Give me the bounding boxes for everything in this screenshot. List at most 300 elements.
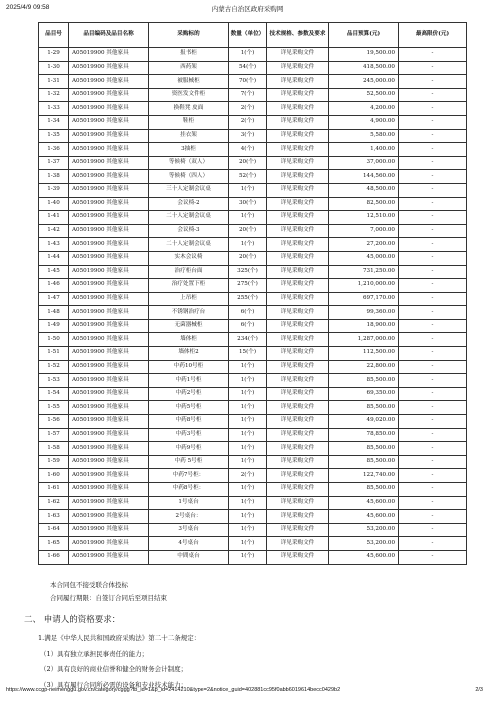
table-cell: 详见采购文件 <box>267 537 329 551</box>
table-cell: 详见采购文件 <box>267 374 329 388</box>
table-cell: - <box>399 61 467 75</box>
table-cell: 详见采购文件 <box>267 279 329 293</box>
table-cell: 1(个) <box>229 238 267 252</box>
table-row <box>39 238 467 252</box>
table-cell: A05019900 其他家具 <box>69 483 149 497</box>
table-cell: 详见采购文件 <box>267 143 329 157</box>
table-cell: 1-62 <box>39 496 69 510</box>
table-cell: 西药架 <box>149 61 229 75</box>
table-cell: 1-31 <box>39 75 69 89</box>
table-row <box>39 401 467 415</box>
table-cell: A05019900 其他家具 <box>69 156 149 170</box>
table-cell: A05019900 其他家具 <box>69 347 149 361</box>
table-cell: 5,580.00 <box>329 129 399 143</box>
table-cell: 1-35 <box>39 129 69 143</box>
table-row <box>39 48 467 62</box>
col-header: 采购标的 <box>149 23 229 48</box>
table-cell: - <box>399 401 467 415</box>
table-cell: 2号桌台： <box>149 510 229 524</box>
table-cell: 19,500.00 <box>329 48 399 62</box>
table-cell: 详见采购文件 <box>267 428 329 442</box>
table-cell: - <box>399 102 467 116</box>
table-row <box>39 347 467 361</box>
table-cell: A05019900 其他家具 <box>69 537 149 551</box>
table-cell: 78,850.00 <box>329 428 399 442</box>
table-cell: 85,500.00 <box>329 401 399 415</box>
table-cell: 3抽柜 <box>149 143 229 157</box>
table-cell: - <box>399 523 467 537</box>
table-cell: 1-47 <box>39 292 69 306</box>
table-cell: 1-44 <box>39 251 69 265</box>
table-row <box>39 306 467 320</box>
table-cell: 中药9号柜 <box>149 442 229 456</box>
table-cell: 1(个) <box>229 48 267 62</box>
table-cell: 4,900.00 <box>329 115 399 129</box>
table-cell: 不锈钢治疗台 <box>149 306 229 320</box>
table-cell: 52(个) <box>229 170 267 184</box>
table-row <box>39 333 467 347</box>
table-cell: 3号桌台 <box>149 523 229 537</box>
table-cell: 详见采购文件 <box>267 306 329 320</box>
table-cell: - <box>399 510 467 524</box>
table-cell: 详见采购文件 <box>267 251 329 265</box>
table-cell: 实木会议椅 <box>149 251 229 265</box>
note-line: 本合同包不接受联合体投标 <box>50 581 128 589</box>
table-cell: 详见采购文件 <box>267 115 329 129</box>
table-cell: - <box>399 428 467 442</box>
table-cell: A05019900 其他家具 <box>69 102 149 116</box>
table-row <box>39 469 467 483</box>
print-header <box>0 3 495 15</box>
table-cell: 中药7号柜： <box>149 469 229 483</box>
table-cell: 85,500.00 <box>329 442 399 456</box>
table-cell: 1号桌台 <box>149 496 229 510</box>
table-cell: 15(个) <box>229 347 267 361</box>
table-cell: - <box>399 347 467 361</box>
table-cell: 1,210,000.00 <box>329 279 399 293</box>
table-row <box>39 102 467 116</box>
table-cell: 18,900.00 <box>329 319 399 333</box>
table-cell: - <box>399 415 467 429</box>
table-cell: - <box>399 360 467 374</box>
table-cell: 中药 5号柜 <box>149 455 229 469</box>
table-cell: A05019900 其他家具 <box>69 428 149 442</box>
table-cell: 1-49 <box>39 319 69 333</box>
table-cell: 详见采购文件 <box>267 265 329 279</box>
table-cell: 1-41 <box>39 211 69 225</box>
table-cell: 27,200.00 <box>329 238 399 252</box>
table-cell: 1(个) <box>229 442 267 456</box>
table-row <box>39 265 467 279</box>
table-cell: A05019900 其他家具 <box>69 224 149 238</box>
table-cell: 中药8号柜 <box>149 415 229 429</box>
table-cell: 1-52 <box>39 360 69 374</box>
table-cell: 详见采购文件 <box>267 469 329 483</box>
table-cell: 换鞋凳 皮面 <box>149 102 229 116</box>
requirement-item: 1.满足《中华人民共和国政府采购法》第二十二条规定： <box>38 634 201 642</box>
table-cell: 等候椅（双人） <box>149 156 229 170</box>
table-cell: 325(个) <box>229 265 267 279</box>
table-cell: 无菌器械柜 <box>149 319 229 333</box>
table-cell: - <box>399 279 467 293</box>
table-cell: 1(个) <box>229 387 267 401</box>
table-cell: 被服械柜 <box>149 75 229 89</box>
table-cell: 37,000.00 <box>329 156 399 170</box>
table-cell: 详见采购文件 <box>267 224 329 238</box>
table-cell: - <box>399 238 467 252</box>
table-cell: 49,020.00 <box>329 415 399 429</box>
table-row <box>39 483 467 497</box>
table-cell: 中药1号柜 <box>149 374 229 388</box>
table-cell: A05019900 其他家具 <box>69 401 149 415</box>
table-cell: 详见采购文件 <box>267 496 329 510</box>
table-cell: 详见采购文件 <box>267 102 329 116</box>
note-line: 合同履行期限：自签订合同后至项目结束 <box>50 594 167 602</box>
table-cell: A05019900 其他家具 <box>69 211 149 225</box>
table-cell: 1-48 <box>39 306 69 320</box>
table-cell: 中药10号柜 <box>149 360 229 374</box>
table-cell: 中药3号柜 <box>149 428 229 442</box>
table-cell: 99,360.00 <box>329 306 399 320</box>
table-cell: 1-64 <box>39 523 69 537</box>
table-cell: 1-56 <box>39 415 69 429</box>
table-cell: 54(个) <box>229 61 267 75</box>
table-cell: 三十人定制会议桌 <box>149 183 229 197</box>
table-row <box>39 129 467 143</box>
col-header: 数量（单位） <box>229 23 267 48</box>
table-cell: 2(个) <box>229 102 267 116</box>
table-cell: A05019900 其他家具 <box>69 374 149 388</box>
table-row <box>39 170 467 184</box>
table-cell: 中药2号柜 <box>149 387 229 401</box>
table-row <box>39 197 467 211</box>
table-cell: - <box>399 197 467 211</box>
table-cell: A05019900 其他家具 <box>69 496 149 510</box>
table-cell: 中間桌台 <box>149 550 229 564</box>
table-cell: A05019900 其他家具 <box>69 143 149 157</box>
table-row <box>39 360 467 374</box>
table-cell: 详见采购文件 <box>267 455 329 469</box>
table-cell: 1-29 <box>39 48 69 62</box>
table-cell: 1-51 <box>39 347 69 361</box>
table-cell: - <box>399 129 467 143</box>
table-cell: 82,500.00 <box>329 197 399 211</box>
table-cell: 2(个) <box>229 115 267 129</box>
table-cell: - <box>399 211 467 225</box>
table-cell: 挂衣架 <box>149 129 229 143</box>
table-cell: A05019900 其他家具 <box>69 279 149 293</box>
table-cell: 鞋柜 <box>149 115 229 129</box>
table-cell: A05019900 其他家具 <box>69 265 149 279</box>
page-url[interactable]: https://www.ccgp-neimenggu.gov.cn/category/cggg?tb_id=1&p_id=2414210&type=2&notice_guid=402881cc95f0abb6019614becc0429b2 <box>6 687 341 693</box>
table-cell: 详见采购文件 <box>267 211 329 225</box>
table-cell: 122,740.00 <box>329 469 399 483</box>
table-row <box>39 61 467 75</box>
table-cell: A05019900 其他家具 <box>69 170 149 184</box>
col-header: 品目号 <box>39 23 69 48</box>
table-cell: 53,200.00 <box>329 537 399 551</box>
table-cell: 22,800.00 <box>329 360 399 374</box>
table-row <box>39 442 467 456</box>
table-cell: 1-34 <box>39 115 69 129</box>
table-cell: 53,200.00 <box>329 523 399 537</box>
table-cell: 48,500.00 <box>329 183 399 197</box>
table-cell: 1-45 <box>39 265 69 279</box>
table-cell: - <box>399 387 467 401</box>
table-cell: 234(个) <box>229 333 267 347</box>
table-cell: 731,250.00 <box>329 265 399 279</box>
table-cell: A05019900 其他家具 <box>69 415 149 429</box>
table-cell: A05019900 其他家具 <box>69 292 149 306</box>
table-cell: 6(个) <box>229 306 267 320</box>
col-header: 品目编码及品目名称 <box>69 23 149 48</box>
table-cell: 1-39 <box>39 183 69 197</box>
table-cell: 详见采购文件 <box>267 48 329 62</box>
table-row <box>39 279 467 293</box>
table-cell: 418,500.00 <box>329 61 399 75</box>
table-cell: 1(个) <box>229 455 267 469</box>
table-row <box>39 455 467 469</box>
table-cell: 7(个) <box>229 88 267 102</box>
page-number: 2/3 <box>475 687 483 693</box>
table-row <box>39 537 467 551</box>
col-header: 最高限价(元) <box>399 23 467 48</box>
table-cell: 1(个) <box>229 496 267 510</box>
table-cell: 1-63 <box>39 510 69 524</box>
table-cell: 详见采购文件 <box>267 483 329 497</box>
table-cell: 1(个) <box>229 360 267 374</box>
table-cell: A05019900 其他家具 <box>69 238 149 252</box>
table-cell: 45,600.00 <box>329 510 399 524</box>
table-cell: 详见采购文件 <box>267 183 329 197</box>
table-cell: 1(个) <box>229 550 267 564</box>
table-row <box>39 510 467 524</box>
table-cell: 1-43 <box>39 238 69 252</box>
table-cell: - <box>399 455 467 469</box>
table-cell: 详见采购文件 <box>267 550 329 564</box>
table-cell: 144,560.00 <box>329 170 399 184</box>
table-row <box>39 211 467 225</box>
table-cell: 20(个) <box>229 224 267 238</box>
table-cell: 85,500.00 <box>329 455 399 469</box>
table-cell: 85,500.00 <box>329 374 399 388</box>
package-notes <box>50 579 167 605</box>
table-cell: 20(个) <box>229 156 267 170</box>
table-cell: 30(个) <box>229 197 267 211</box>
table-cell: 1,400.00 <box>329 143 399 157</box>
table-cell: - <box>399 292 467 306</box>
table-cell: 详见采购文件 <box>267 156 329 170</box>
table-header-row <box>39 23 467 48</box>
table-row <box>39 319 467 333</box>
table-body <box>39 48 467 565</box>
table-cell: 45,600.00 <box>329 550 399 564</box>
table-cell: 85,500.00 <box>329 483 399 497</box>
table-cell: 详见采购文件 <box>267 197 329 211</box>
table-cell: 12,510.00 <box>329 211 399 225</box>
col-header: 技术规格、参数及要求 <box>267 23 329 48</box>
table-row <box>39 115 467 129</box>
table-cell: 详见采购文件 <box>267 415 329 429</box>
table-cell: 详见采购文件 <box>267 523 329 537</box>
table-cell: 1-58 <box>39 442 69 456</box>
table-cell: 详见采购文件 <box>267 442 329 456</box>
requirement-item: （1）具有独立承担民事责任的能力； <box>40 649 149 658</box>
print-datetime: 2025/4/9 09:58 <box>6 4 50 11</box>
table-cell: - <box>399 374 467 388</box>
requirements-list <box>38 631 200 693</box>
table-cell: - <box>399 469 467 483</box>
table-cell: 1-57 <box>39 428 69 442</box>
procurement-table <box>38 22 467 565</box>
table-cell: 245,000.00 <box>329 75 399 89</box>
table-cell: 1-36 <box>39 143 69 157</box>
table-row <box>39 251 467 265</box>
table-row <box>39 415 467 429</box>
table-cell: 详见采购文件 <box>267 129 329 143</box>
table-row <box>39 292 467 306</box>
table-cell: 二十人定制会议桌 <box>149 211 229 225</box>
table-cell: 1-66 <box>39 550 69 564</box>
table-cell: 1-59 <box>39 455 69 469</box>
table-cell: - <box>399 48 467 62</box>
table-row <box>39 156 467 170</box>
table-cell: A05019900 其他家具 <box>69 319 149 333</box>
table-cell: 1(个) <box>229 401 267 415</box>
table-cell: - <box>399 183 467 197</box>
table-cell: 1-54 <box>39 387 69 401</box>
table-cell: - <box>399 75 467 89</box>
table-cell: - <box>399 537 467 551</box>
table-cell: 1-65 <box>39 537 69 551</box>
table-cell: 详见采购文件 <box>267 238 329 252</box>
table-cell: 详见采购文件 <box>267 510 329 524</box>
table-cell: 1-55 <box>39 401 69 415</box>
table-row <box>39 428 467 442</box>
table-cell: - <box>399 496 467 510</box>
table-row <box>39 523 467 537</box>
table-row <box>39 387 467 401</box>
table-cell: 275(个) <box>229 279 267 293</box>
table-cell: 等候椅（四人） <box>149 170 229 184</box>
table-cell: 1(个) <box>229 183 267 197</box>
table-cell: 52,500.00 <box>329 88 399 102</box>
table-cell: 1-33 <box>39 102 69 116</box>
table-cell: A05019900 其他家具 <box>69 550 149 564</box>
table-cell: 45,000.00 <box>329 251 399 265</box>
print-footer <box>6 687 489 693</box>
table-cell: 1,287,000.00 <box>329 333 399 347</box>
table-cell: 墙体柜2 <box>149 347 229 361</box>
table-cell: 1-50 <box>39 333 69 347</box>
table-cell: 1(个) <box>229 510 267 524</box>
table-cell: - <box>399 156 467 170</box>
table-cell: 详见采购文件 <box>267 75 329 89</box>
table-cell: 中药8号柜： <box>149 483 229 497</box>
table-cell: A05019900 其他家具 <box>69 306 149 320</box>
section-title: 二、 申请人的资格要求： <box>24 615 121 625</box>
table-cell: 详见采购文件 <box>267 401 329 415</box>
table-cell: 上吊柜 <box>149 292 229 306</box>
table-cell: A05019900 其他家具 <box>69 115 149 129</box>
table-cell: - <box>399 550 467 564</box>
table-cell: 详见采购文件 <box>267 88 329 102</box>
table-cell: - <box>399 483 467 497</box>
site-title: 内蒙古自治区政府采购网 <box>211 6 284 13</box>
table-cell: A05019900 其他家具 <box>69 523 149 537</box>
table-cell: 详见采购文件 <box>267 319 329 333</box>
table-cell: 7,000.00 <box>329 224 399 238</box>
table-cell: - <box>399 306 467 320</box>
table-cell: 1-46 <box>39 279 69 293</box>
table-row <box>39 374 467 388</box>
table-cell: 详见采购文件 <box>267 292 329 306</box>
table-cell: A05019900 其他家具 <box>69 61 149 75</box>
table-cell: - <box>399 265 467 279</box>
table-cell: A05019900 其他家具 <box>69 129 149 143</box>
table-cell: - <box>399 143 467 157</box>
table-cell: 2(个) <box>229 469 267 483</box>
table-cell: - <box>399 442 467 456</box>
table-cell: A05019900 其他家具 <box>69 510 149 524</box>
table-cell: A05019900 其他家具 <box>69 75 149 89</box>
table-cell: 治疗处置下柜 <box>149 279 229 293</box>
table-cell: 4号桌台 <box>149 537 229 551</box>
table-cell: - <box>399 115 467 129</box>
table-cell: 1-61 <box>39 483 69 497</box>
table-cell: 70(个) <box>229 75 267 89</box>
col-header: 品目预算(元) <box>329 23 399 48</box>
table-cell: A05019900 其他家具 <box>69 387 149 401</box>
table-cell: - <box>399 170 467 184</box>
table-row <box>39 496 467 510</box>
table-row <box>39 75 467 89</box>
table-cell: 1-53 <box>39 374 69 388</box>
table-cell: 1-30 <box>39 61 69 75</box>
table-cell: 治疗柜台面 <box>149 265 229 279</box>
table-cell: A05019900 其他家具 <box>69 360 149 374</box>
table-cell: A05019900 其他家具 <box>69 469 149 483</box>
table-cell: A05019900 其他家具 <box>69 88 149 102</box>
table-row <box>39 143 467 157</box>
table-cell: 1-40 <box>39 197 69 211</box>
table-cell: 1(个) <box>229 523 267 537</box>
table-row <box>39 224 467 238</box>
table-cell: 255(个) <box>229 292 267 306</box>
table-cell: A05019900 其他家具 <box>69 197 149 211</box>
table-cell: 详见采购文件 <box>267 387 329 401</box>
table-cell: 1-60 <box>39 469 69 483</box>
table-cell: A05019900 其他家具 <box>69 48 149 62</box>
table-cell: 1(个) <box>229 483 267 497</box>
table-cell: 4,200.00 <box>329 102 399 116</box>
table-cell: 中药5号柜 <box>149 401 229 415</box>
table-row <box>39 88 467 102</box>
table-cell: 墙体柜 <box>149 333 229 347</box>
table-cell: 1(个) <box>229 537 267 551</box>
table-cell: 资医发文件柜 <box>149 88 229 102</box>
table-cell: 45,600.00 <box>329 496 399 510</box>
table-cell: A05019900 其他家具 <box>69 442 149 456</box>
table-cell: A05019900 其他家具 <box>69 183 149 197</box>
table-cell: 详见采购文件 <box>267 170 329 184</box>
table-cell: 详见采购文件 <box>267 61 329 75</box>
table-cell: 3(个) <box>229 129 267 143</box>
table-cell: A05019900 其他家具 <box>69 455 149 469</box>
table-cell: A05019900 其他家具 <box>69 333 149 347</box>
table-cell: 详见采购文件 <box>267 360 329 374</box>
table-cell: A05019900 其他家具 <box>69 251 149 265</box>
